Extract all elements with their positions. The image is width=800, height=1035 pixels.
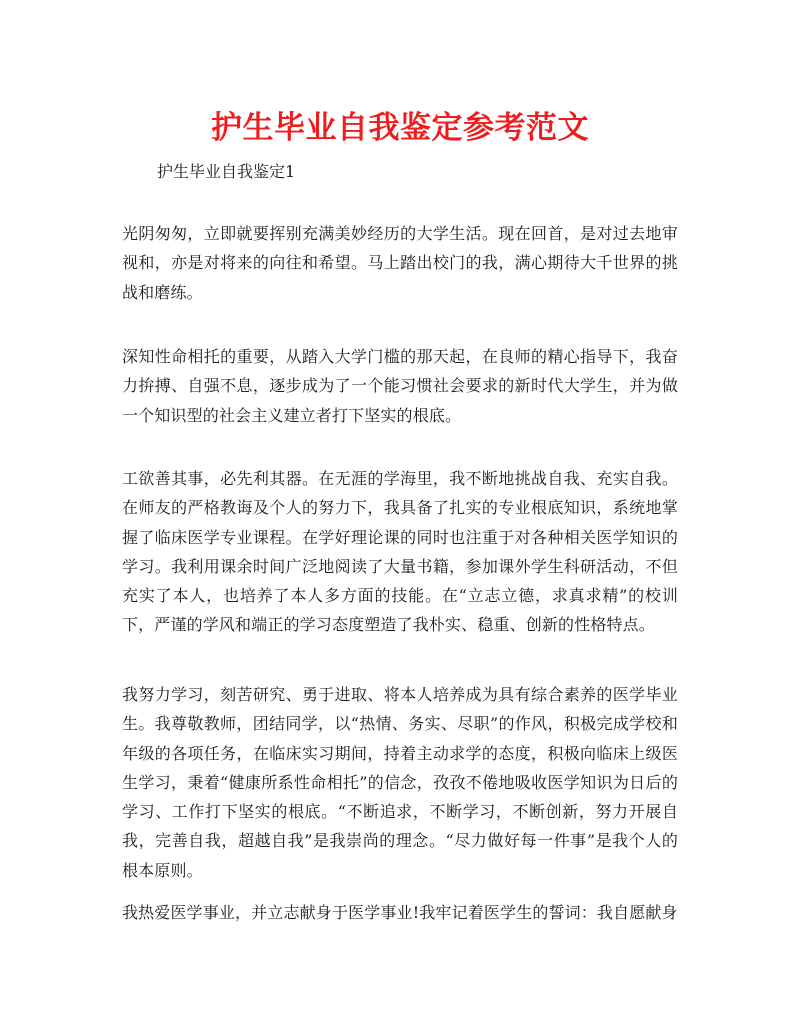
paragraph-4: 我努力学习，刻苦研究、勇于进取、将本人培养成为具有综合素养的医学毕业生。我尊敬教师，团结同学，以“热情、务实、尽职”的作风，积极完成学校和年级的各项任务，在临床实习期间，持着主动求学的态度，积极向临床上级医生学习，秉着“健康所系性命相托”的信念，孜孜不倦地吸收医学知识为日后的学习、工作打下坚实的根底。“不断追求，不断学习，不断创新，努力开展自我，完善自我，超越自我”是我崇尚的理念。“尽力做好每一件事”是我个人的根本原则。: [122, 685, 678, 880]
paragraph-5: 我热爱医学事业，并立志献身于医学事业!我牢记着医学生的誓词：我自愿献身: [122, 903, 678, 922]
paragraph-1: 光阴匆匆，立即就要挥别充满美妙经历的大学生活。现在回首，是对过去地审视和，亦是对将来的向往和希望。马上踏出校门的我，满心期待大千世界的挑战和磨练。: [122, 224, 678, 302]
document-title: 护生毕业自我鉴定参考范文: [211, 110, 589, 146]
paragraph-2: 深知性命相托的重要，从踏入大学门槛的那天起，在良师的精心指导下，我奋力拚搏、自强不息，逐步成为了一个能习惯社会要求的新时代大学生，并为做一个知识型的社会主义建立者打下坚实的根底。: [122, 347, 678, 425]
paragraph-3: 工欲善其事，必先利其器。在无涯的学海里，我不断地挑战自我、充实自我。在师友的严格教诲及个人的努力下，我具备了扎实的专业根底知识，系统地掌握了临床医学专业课程。在学好理论课的同时也注重于对各种相关医学知识的学习。我利用课余时间广泛地阅读了大量书籍，参加课外学生科研活动，不但充实了本人，也培养了本人多方面的技能。在“立志立德，求真求精”的校训下，严谨的学风和端正的学习态度塑造了我朴实、稳重、创新的性格特点。: [122, 469, 678, 635]
section-subtitle: 护生毕业自我鉴定1: [157, 162, 296, 181]
